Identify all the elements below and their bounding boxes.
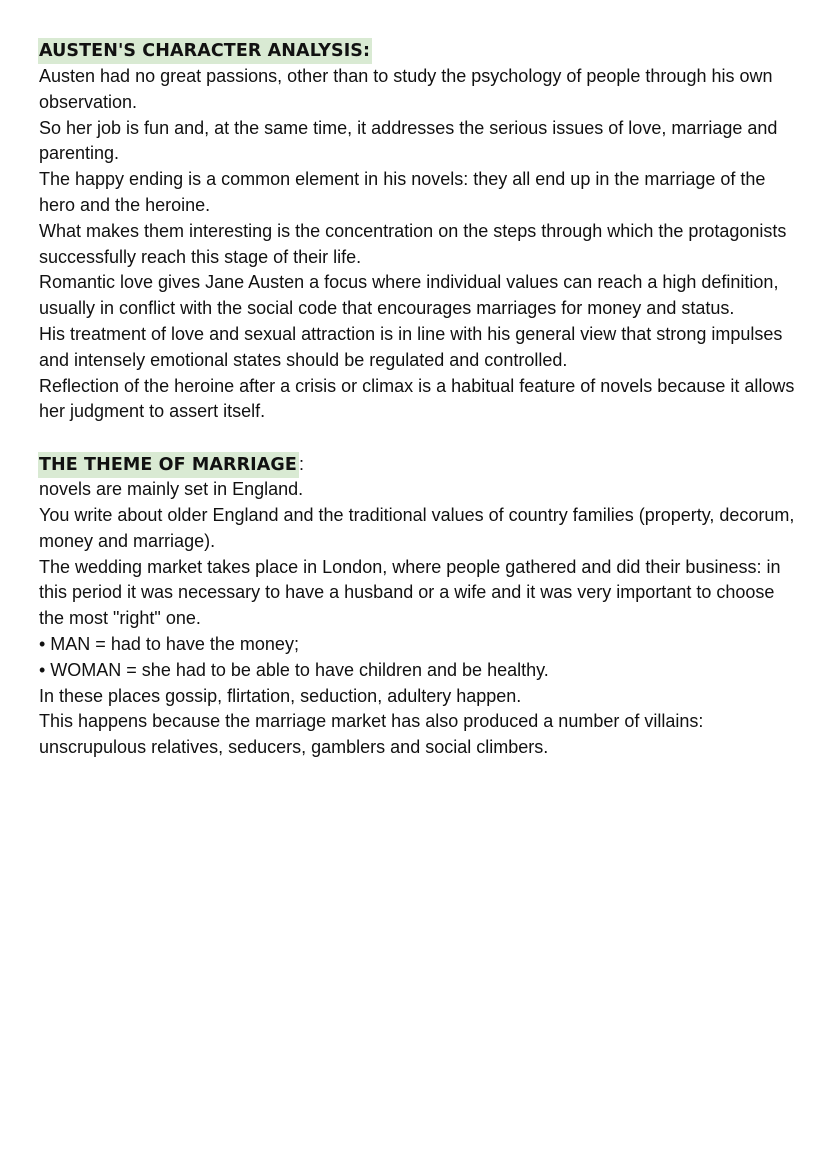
section-heading-row [39, 38, 799, 64]
paragraph: novels are mainly set in England. [39, 479, 304, 500]
section-heading-row [39, 451, 799, 477]
paragraph: What makes them interesting is the concentration on the steps through which the protagonists successfully reach this stage of their life. [39, 220, 787, 267]
paragraph: The happy ending is a common element in his novels: they all end up in the marriage of the hero and the heroine. [39, 169, 766, 215]
document-page [39, 38, 799, 761]
paragraph: So her job is fun and, at the same time, it addresses the serious issues of love, marriage and parenting. [39, 117, 778, 164]
paragraph: Reflection of the heroine after a crisis or climax is a habitual feature of novels because it allows her judgment to assert itself. [39, 375, 795, 422]
heading-colon: : [298, 454, 304, 475]
paragraph: Romantic love gives Jane Austen a focus where individual values can reach a high definition, usually in conflict with the social code that encourages marriages for money and status. [39, 272, 779, 319]
paragraph: In these places gossip, flirtation, seduction, adultery happen. [39, 685, 522, 706]
bullet-item-woman: • WOMAN = she had to be able to have children and be healthy. [39, 659, 549, 680]
section-spacer [39, 425, 799, 451]
section-heading-theme-of-marriage: THE THEME OF MARRIAGE [38, 452, 299, 478]
paragraph: His treatment of love and sexual attraction is in line with his general view that strong impulses and intensely emotional states should be regulated and controlled. [39, 323, 783, 370]
bullet-item-man: • MAN = had to have the money; [39, 633, 299, 654]
paragraph: The wedding market takes place in London, where people gathered and did their business: in this period it was necessary to have a husband or a wife and it was very important to choose the most "right" one. [39, 556, 781, 629]
section-heading-character-analysis: AUSTEN'S CHARACTER ANALYSIS: [38, 38, 372, 64]
paragraph: This happens because the marriage market has also produced a number of villains: unscrupulous relatives, seducers, gamblers and social climbers. [39, 711, 704, 758]
paragraph: You write about older England and the traditional values of country families (property, decorum, money and marriage). [39, 504, 795, 551]
paragraph: Austen had no great passions, other than to study the psychology of people through his own observation. [39, 66, 773, 112]
